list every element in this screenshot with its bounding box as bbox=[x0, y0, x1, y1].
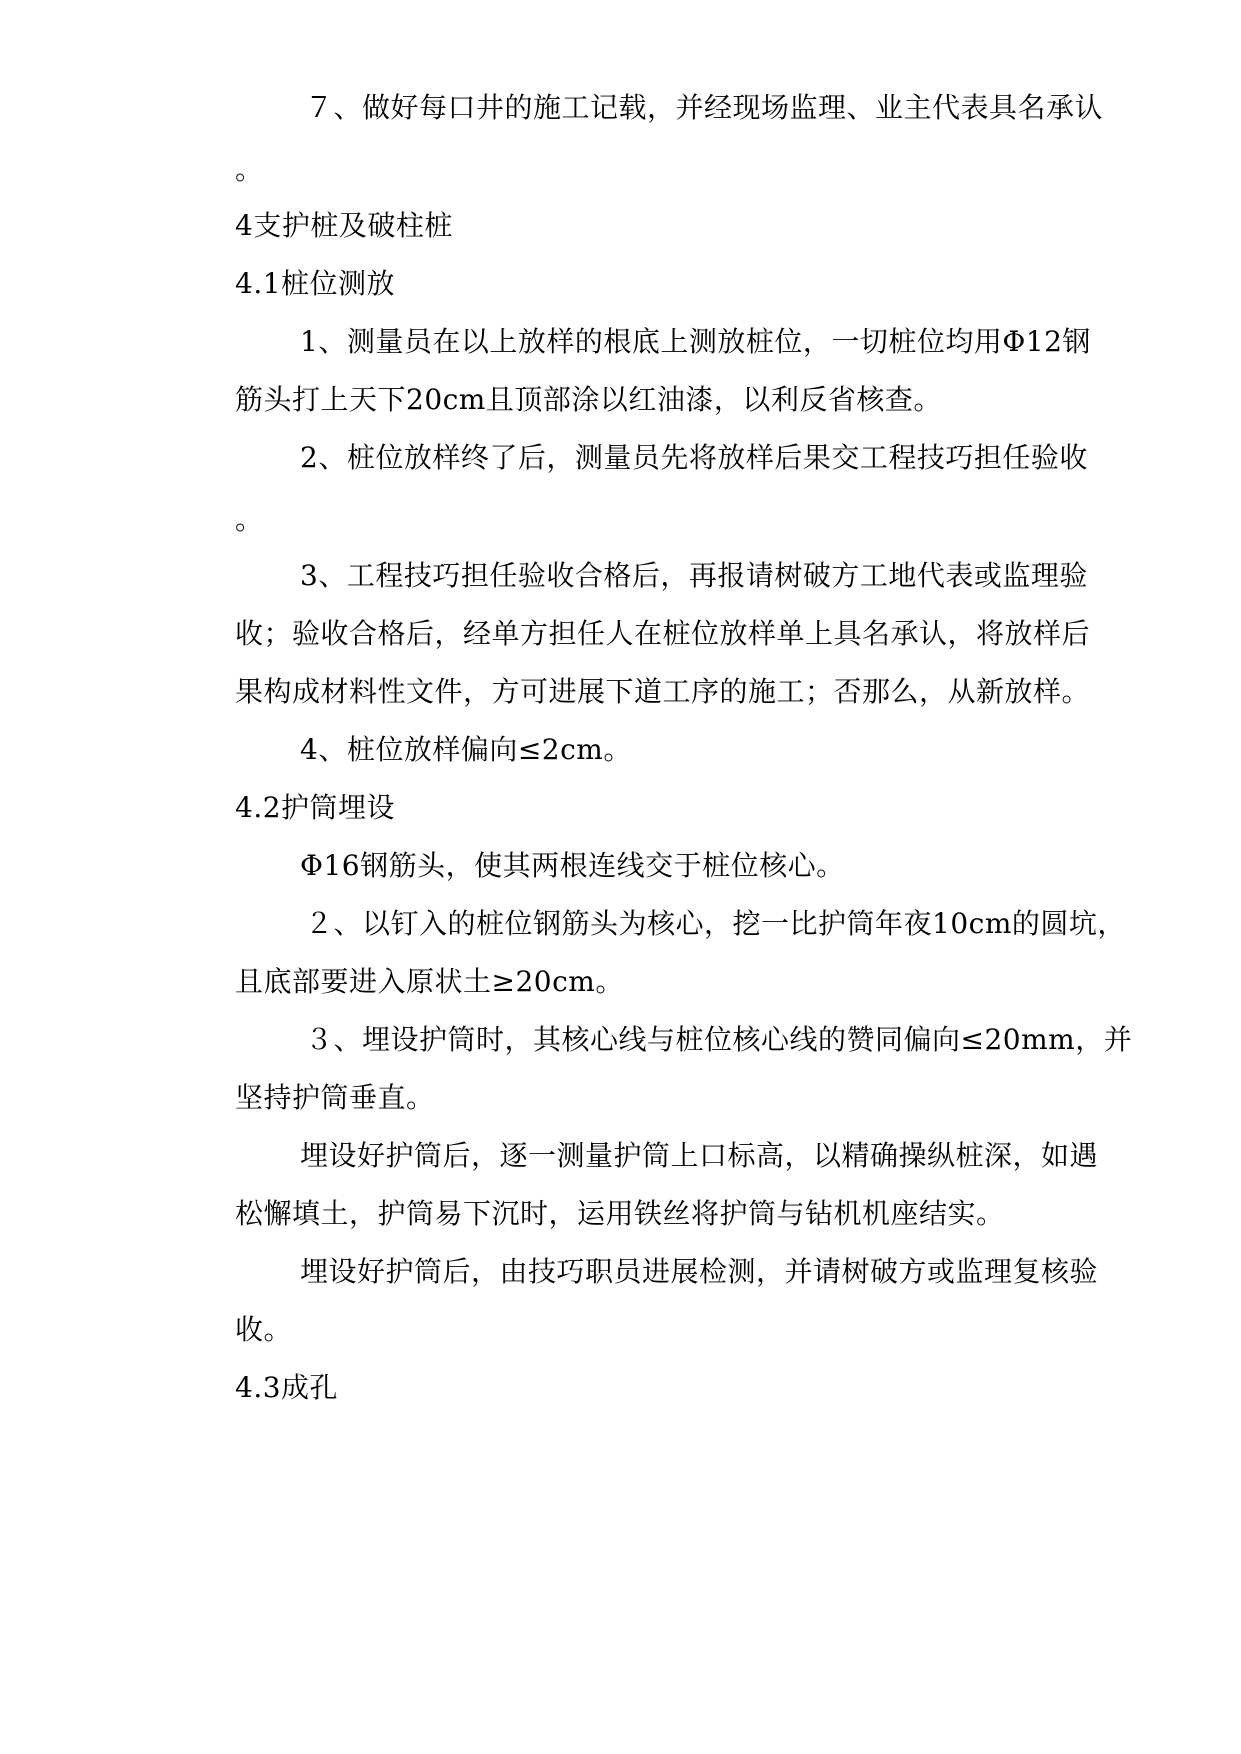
paragraph-item-1: 1、测量员在以上放样的根底上测放桩位，一切桩位均用Φ12钢 bbox=[300, 325, 1091, 358]
paragraph-continuation: 收；验收合格后，经单方担任人在桩位放样单上具名承认，将放样后 bbox=[235, 617, 1091, 650]
paragraph-continuation: 松懈填土，护筒易下沉时，运用铁丝将护筒与钻机机座结实。 bbox=[235, 1197, 1005, 1230]
paragraph-item-1-tail: Φ16钢筋头，使其两根连线交于桩位核心。 bbox=[300, 849, 845, 882]
paragraph-continuation: 果构成材料性文件，方可进展下道工序的施工；否那么，从新放样。 bbox=[235, 675, 1091, 708]
paragraph-continuation: 筋头打上天下20cm且顶部涂以红油漆，以利反省核查。 bbox=[235, 383, 942, 416]
paragraph-continuation: 。 bbox=[235, 503, 264, 536]
subsection-heading-4-2: 4.2护筒埋设 bbox=[235, 791, 396, 824]
paragraph-casing-level: 埋设好护筒后，逐一测量护筒上口标高，以精确操纵桩深，如遇 bbox=[300, 1139, 1099, 1172]
paragraph-item-2b: ２、以钉入的桩位钢筋头为核心，挖一比护筒年夜10cm的圆坑， bbox=[305, 907, 1126, 940]
subsection-heading-4-3: 4.3成孔 bbox=[235, 1371, 339, 1404]
paragraph-item-3b: ３、埋设护筒时，其核心线与桩位核心线的赞同偏向≤20mm，并 bbox=[305, 1023, 1133, 1056]
paragraph-continuation: 。 bbox=[235, 153, 264, 186]
section-heading-4: 4支护桩及破柱桩 bbox=[235, 209, 453, 242]
paragraph-item-2: 2、桩位放样终了后，测量员先将放样后果交工程技巧担任验收 bbox=[300, 441, 1088, 474]
paragraph-item-7: ７、做好每口井的施工记载，并经现场监理、业主代表具名承认 bbox=[305, 91, 1104, 124]
paragraph-item-3: 3、工程技巧担任验收合格后，再报请树破方工地代表或监理验 bbox=[300, 559, 1088, 592]
paragraph-continuation: 收。 bbox=[235, 1313, 293, 1346]
paragraph-continuation: 且底部要进入原状土≥20cm。 bbox=[235, 965, 624, 998]
paragraph-inspection: 埋设好护筒后，由技巧职员进展检测，并请树破方或监理复核验 bbox=[300, 1255, 1099, 1288]
paragraph-continuation: 坚持护筒垂直。 bbox=[235, 1081, 435, 1114]
subsection-heading-4-1: 4.1桩位测放 bbox=[235, 267, 396, 300]
paragraph-item-4: 4、桩位放样偏向≤2cm。 bbox=[300, 733, 632, 766]
